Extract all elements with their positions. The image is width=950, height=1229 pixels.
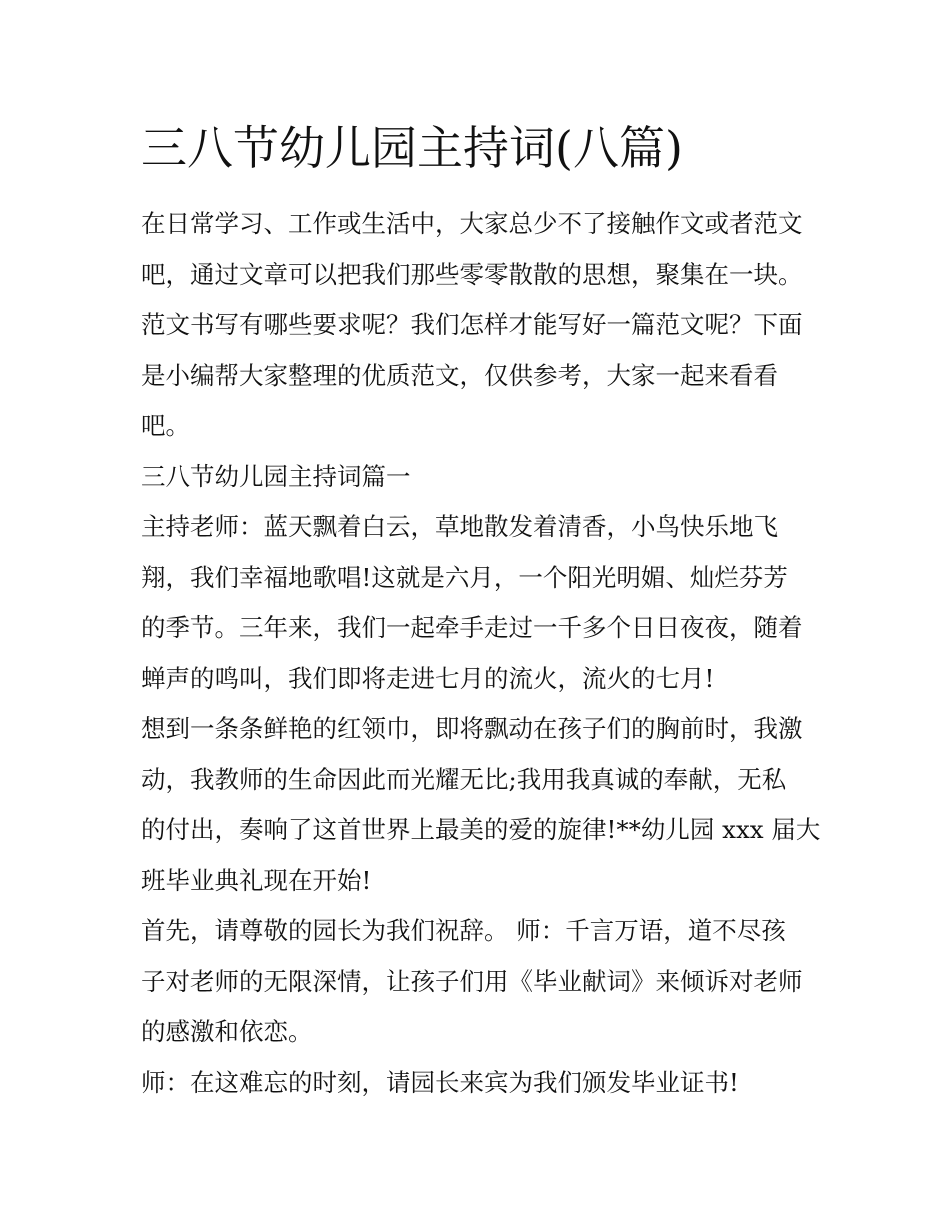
- body-line-intro-2: 吧，通过文章可以把我们那些零零散散的思想，聚集在一块。: [141, 259, 803, 289]
- body-line-scarf-4: 班毕业典礼现在开始!: [141, 865, 372, 895]
- body-line-intro-1: 在日常学习、工作或生活中，大家总少不了接触作文或者范文: [141, 209, 803, 238]
- body-line-certificate: 师：在这难忘的时刻，请园长来宾为我们颁发毕业证书!: [141, 1067, 739, 1097]
- body-line-speech-3: 的感激和依恋。: [141, 1017, 313, 1046]
- body-line-host-3: 的季节。三年来，我们一起牵手走过一千多个日日夜夜，随着: [141, 613, 803, 642]
- document-body: [141, 199, 821, 1110]
- document-title: 三八节幼儿园主持词(八篇): [141, 121, 683, 175]
- body-line-intro-3: 范文书写有哪些要求呢？我们怎样才能写好一篇范文呢？下面: [141, 310, 803, 339]
- body-line-scarf-2: 动，我教师的生命因此而光耀无比;我用我真诚的奉献，无私: [141, 764, 787, 794]
- body-line-speech-2: 子对老师的无限深情，让孩子们用《毕业献词》来倾诉对老师: [141, 966, 803, 996]
- body-line-host-4: 蝉声的鸣叫，我们即将走进七月的流火，流火的七月!: [141, 663, 715, 693]
- body-line-host-1: 主持老师：蓝天飘着白云，草地散发着清香，小鸟快乐地飞: [141, 512, 778, 541]
- body-line-intro-4: 是小编帮大家整理的优质范文，仅供参考，大家一起来看看: [141, 360, 778, 390]
- body-line-scarf-1: 想到一条条鲜艳的红领巾，即将飘动在孩子们的胸前时，我激: [141, 714, 803, 743]
- body-line-host-2: 翔，我们幸福地歌唱!这就是六月，一个阳光明媚、灿烂芬芳: [141, 562, 788, 592]
- section-heading-1: 三八节幼儿园主持词篇一: [141, 461, 411, 491]
- body-line-speech-1: 首先，请尊敬的园长为我们祝辞。 师：千言万语，道不尽孩: [141, 916, 786, 945]
- body-line-scarf-3: 的付出，奏响了这首世界上最美的爱的旋律!**幼儿园 xxx 届大: [141, 815, 821, 844]
- body-line-intro-5: 吧。: [141, 411, 190, 440]
